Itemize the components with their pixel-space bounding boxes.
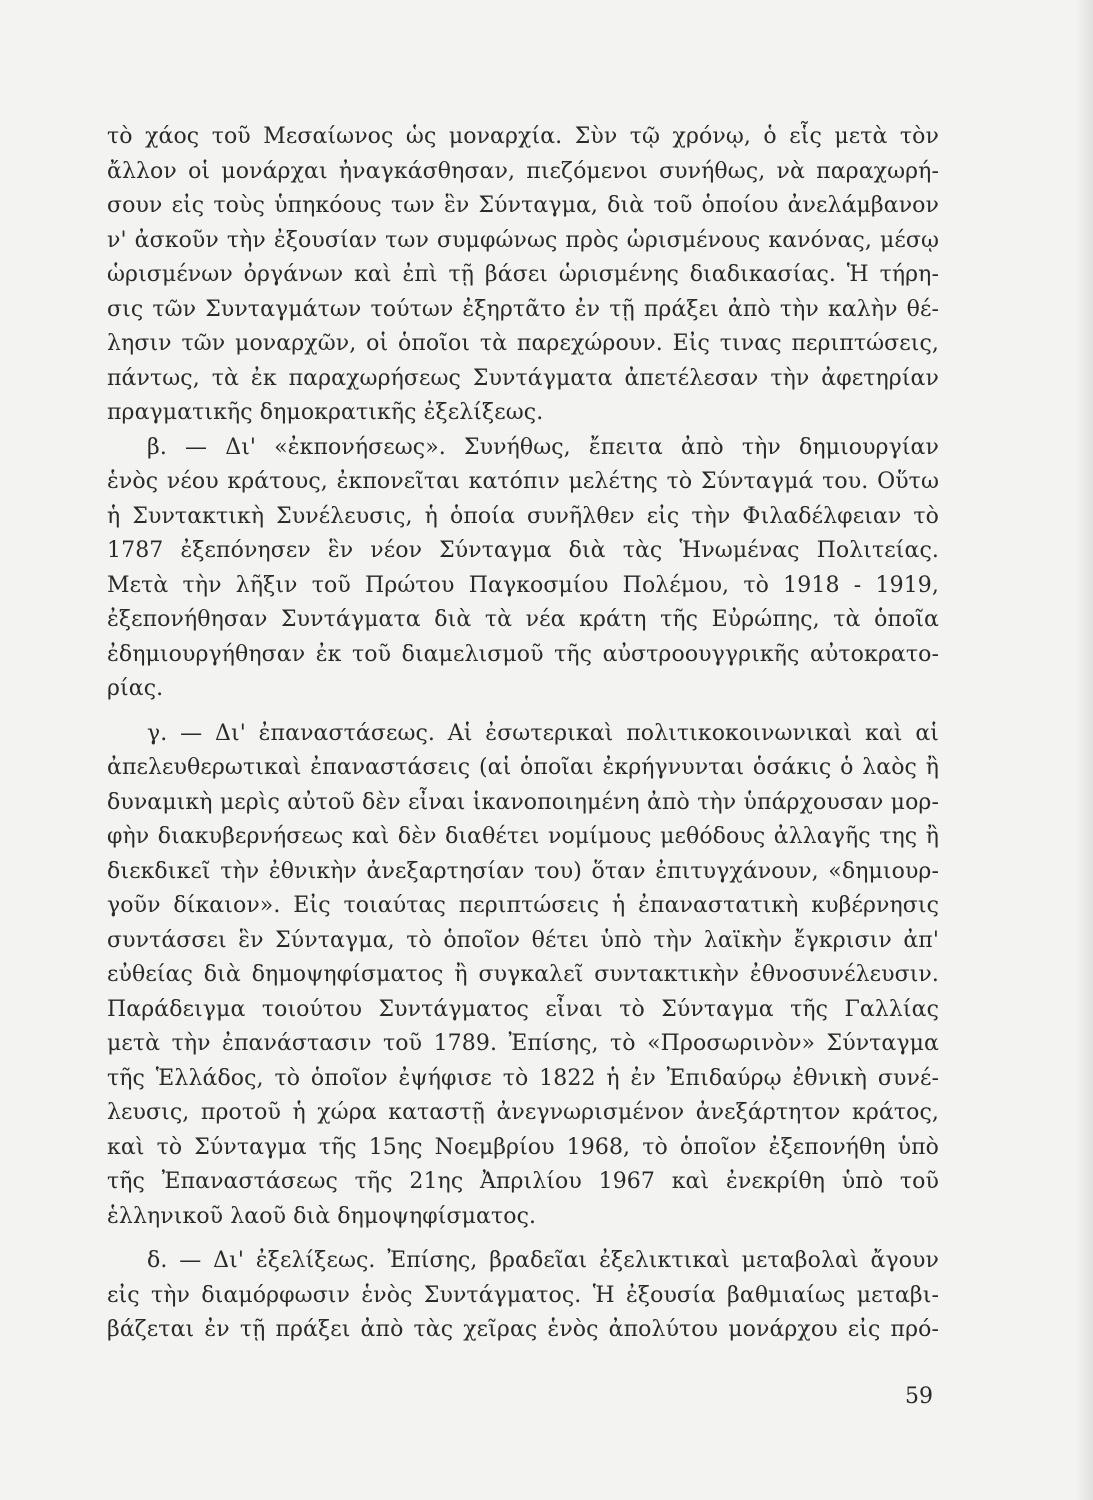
text-line: Παράδειγμα τοιούτου Συντάγματος εἶναι τὸ Σύνταγμα τῆς Γαλλίας	[107, 996, 939, 1022]
text-line: λησιν τῶν μοναρχῶν, οἱ ὁποῖοι τὰ παρεχώρουν. Εἰς τινας περιπτώσεις,	[107, 331, 939, 356]
text-line: καὶ τὸ Σύνταγμα τῆς 15ης Νοεμβρίου 1968, τὸ ὁποῖον ἐξεπονήθη ὑπὸ	[107, 1134, 939, 1160]
text-line: εἰς τὴν διαμόρφωσιν ἑνὸς Συντάγματος. Ἡ ἐξουσία βαθμιαίως μεταβι-	[107, 1282, 939, 1308]
text-line: 1787 ἐξεπόνησεν ἓν νέον Σύνταγμα διὰ τὰς Ἡνωμένας Πολιτείας.	[107, 538, 939, 563]
paragraph-revolution	[107, 717, 939, 1235]
text-line: βάζεται ἐν τῇ πράξει ἀπὸ τὰς χεῖρας ἑνὸς ἀπολύτου μονάρχου εἰς πρό-	[107, 1317, 939, 1342]
text-line: δ. — Δι' ἐξελίξεως. Ἐπίσης, βραδεῖαι ἐξελικτικαὶ μεταβολαὶ ἄγουν	[147, 1248, 939, 1273]
text-line: σις τῶν Συνταγμάτων τούτων ἐξηρτᾶτο ἐν τῇ πράξει ἀπὸ τὴν καλὴν θέ-	[107, 296, 939, 322]
text-line: γ. — Δι' ἐπαναστάσεως. Αἱ ἐσωτερικαὶ πολιτικοκοινωνικαὶ καὶ αἱ	[147, 720, 939, 746]
text-line: φὴν διακυβερνήσεως καὶ δὲν διαθέτει νομίμους μεθόδους ἀλλαγῆς της ἢ	[107, 824, 939, 849]
paragraph-gap	[107, 707, 939, 717]
text-line: ἄλλον οἱ μονάρχαι ἠναγκάσθησαν, πιεζόμενοι συνήθως, νὰ παραχωρή-	[107, 158, 939, 184]
text-line: πάντως, τὰ ἐκ παραχωρήσεως Συντάγματα ἀπετέλεσαν τὴν ἀφετηρίαν	[107, 365, 939, 391]
text-line: ἐδημιουργήθησαν ἐκ τοῦ διαμελισμοῦ τῆς αὐστροουγγρικῆς αὐτοκρατο-	[107, 641, 939, 667]
text-line: ἡ Συντακτικὴ Συνέλευσις, ἡ ὁποία συνῆλθεν εἰς τὴν Φιλαδέλφειαν τὸ	[107, 503, 939, 529]
text-line: τῆς Ἑλλάδος, τὸ ὁποῖον ἐψήφισε τὸ 1822 ἡ ἐν Ἐπιδαύρῳ ἐθνικὴ συνέ-	[107, 1065, 939, 1091]
body-text	[107, 120, 939, 1348]
paragraph-evolution	[107, 1244, 939, 1348]
text-line: πραγματικῆς δημοκρατικῆς ἐξελίξεως.	[107, 400, 544, 425]
text-line: β. — Δι' «ἐκπονήσεως». Συνήθως, ἔπειτα ἀπὸ τὴν δημιουργίαν	[147, 434, 939, 460]
text-line: μετὰ τὴν ἐπανάστασιν τοῦ 1789. Ἐπίσης, τὸ «Προσωρινὸν» Σύνταγμα	[107, 1031, 939, 1056]
paragraph-gap	[107, 1234, 939, 1244]
text-line: τὸ χάος τοῦ Μεσαίωνος ὡς μοναρχία. Σὺν τῷ χρόνῳ, ὁ εἷς μετὰ τὸν	[107, 124, 939, 149]
text-line: ὡρισμένων ὀργάνων καὶ ἐπὶ τῇ βάσει ὡρισμένης διαδικασίας. Ἡ τήρη-	[107, 262, 939, 287]
paragraph-elaboration	[107, 431, 939, 707]
text-line: ἐξεπονήθησαν Συντάγματα διὰ τὰ νέα κράτη τῆς Εὐρώπης, τὰ ὁποῖα	[107, 607, 939, 632]
text-line: σουν εἰς τοὺς ὑπηκόους των ἓν Σύνταγμα, διὰ τοῦ ὁποίου ἀνελάμβανον	[107, 193, 939, 218]
text-line: ρίας.	[107, 676, 164, 701]
paragraph-monarchy	[107, 120, 939, 431]
text-line: εὐθείας διὰ δημοψηφίσματος ἢ συγκαλεῖ συντακτικὴν ἐθνοσυνέλευσιν.	[107, 962, 939, 987]
text-line: γοῦν δίκαιον». Εἰς τοιαύτας περιπτώσεις ἡ ἐπαναστατικὴ κυβέρνησις	[107, 893, 939, 918]
text-line: ἑλληνικοῦ λαοῦ διὰ δημοψηφίσματος.	[107, 1203, 537, 1229]
page-number: 59	[905, 1384, 933, 1409]
text-line: ἑνὸς νέου κράτους, ἐκπονεῖται κατόπιν μελέτης τὸ Σύνταγμά του. Οὕτω	[107, 469, 939, 494]
text-line: ν' ἀσκοῦν τὴν ἐξουσίαν των συμφώνως πρὸς ὡρισμένους κανόνας, μέσῳ	[107, 227, 939, 253]
text-line: λευσις, προτοῦ ἡ χώρα καταστῇ ἀνεγνωρισμένον ἀνεξάρτητον κράτος,	[107, 1100, 939, 1125]
text-line: δυναμικὴ μερὶς αὐτοῦ δὲν εἶναι ἱκανοποιημένη ἀπὸ τὴν ὑπάρχουσαν μορ-	[107, 789, 939, 815]
text-line: Μετὰ τὴν λῆξιν τοῦ Πρώτου Παγκοσμίου Πολέμου, τὸ 1918 - 1919,	[107, 572, 939, 598]
text-line: διεκδικεῖ τὴν ἐθνικὴν ἀνεξαρτησίαν του) ὅταν ἐπιτυγχάνουν, «δημιουρ-	[107, 858, 939, 884]
text-line: συντάσσει ἓν Σύνταγμα, τὸ ὁποῖον θέτει ὑπὸ τὴν λαϊκὴν ἔγκρισιν ἀπ'	[107, 927, 939, 953]
text-line: ἀπελευθερωτικαὶ ἐπαναστάσεις (αἱ ὁποῖαι ἐκρήγνυνται ὁσάκις ὁ λαὸς ἢ	[107, 755, 939, 780]
text-line: τῆς Ἐπαναστάσεως τῆς 21ης Ἀπριλίου 1967 καὶ ἐνεκρίθη ὑπὸ τοῦ	[107, 1169, 939, 1194]
page-edge-shadow	[1075, 0, 1093, 1500]
